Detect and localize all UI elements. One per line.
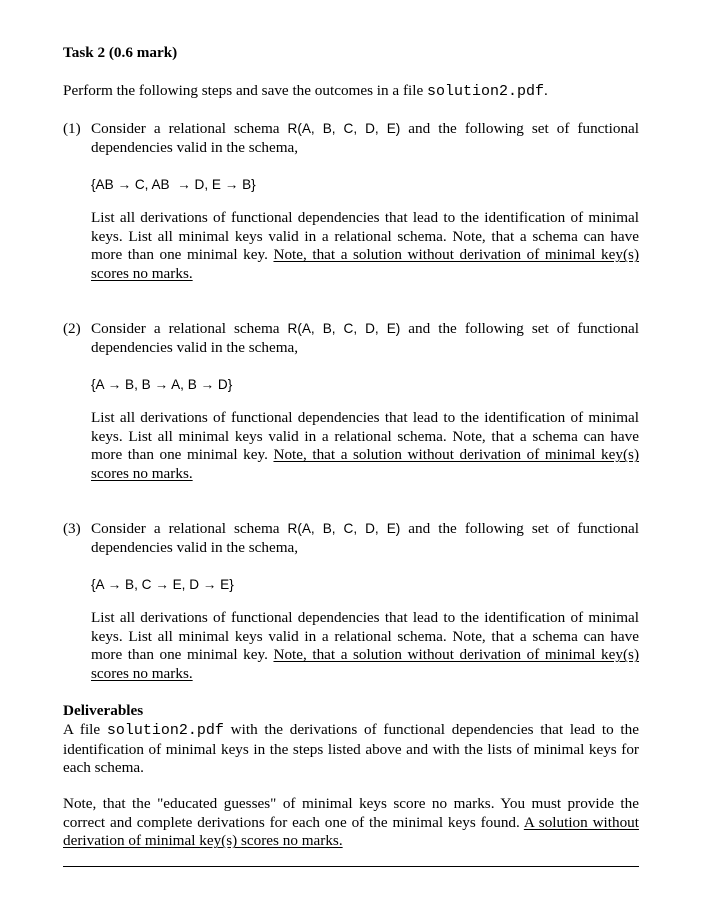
fd-set-3: {A → B, C → E, D → E} (91, 577, 234, 592)
item-lead-2 (91, 320, 639, 357)
footer-divider (63, 866, 639, 867)
instructions-text: List all derivations of functional dependencies that lead to the identification of minimal keys. List all minimal keys valid in a relational schema. Note, that a schema can have more than one minimal key. (91, 609, 639, 664)
lead-text: Consider a relational schema (91, 320, 288, 337)
item-instructions-3 (91, 609, 639, 684)
warning-text: Note, that a solution without derivation of minimal key(s) scores no marks. (91, 446, 640, 483)
item-instructions-2 (91, 409, 639, 484)
task-heading: Task 2 (0.6 mark) (63, 44, 178, 61)
fd-set-2: {A → B, B → A, B → D} (91, 377, 233, 392)
deliverables-warning: A solution without derivation of minimal key(s) scores no marks. (63, 813, 639, 850)
deliverables-filename: solution2.pdf (106, 722, 224, 739)
intro-text: Perform the following steps and save the outcomes in a file (63, 82, 427, 99)
intro-filename: solution2.pdf (427, 83, 545, 100)
item-lead-3 (91, 520, 639, 557)
warning-text: Note, that a solution without derivation of minimal key(s) scores no marks. (91, 646, 640, 683)
deliverables-text: Note, that the "educated guesses" of minimal keys score no marks. You must provide the correct and complete derivations for each one of the minimal keys found. (63, 795, 639, 831)
deliverables-text: with the derivations of functional dependencies that lead to the identification of minimal keys in the steps listed above and with the lists of minimal keys for each schema. (63, 721, 639, 777)
instructions-text: List all derivations of functional dependencies that lead to the identification of minimal keys. List all minimal keys valid in a relational schema. Note, that a schema can have more than one minimal key. (91, 209, 639, 264)
lead-text: and the following set of functional dependencies valid in the schema, (91, 120, 640, 156)
fd-set-1: {AB → C, AB → D, E → B} (91, 177, 256, 192)
lead-text: and the following set of functional dependencies valid in the schema, (91, 320, 640, 356)
task-intro (63, 82, 548, 102)
intro-end: . (544, 82, 548, 99)
item-number-2: (2) (63, 320, 81, 337)
deliverables-paragraph-2 (63, 795, 639, 851)
lead-text: Consider a relational schema (91, 520, 288, 537)
item-number-1: (1) (63, 120, 81, 137)
item-lead-1 (91, 120, 639, 157)
schema-name: R(A, B, C, D, E) (287, 321, 401, 336)
schema-name: R(A, B, C, D, E) (287, 521, 401, 536)
lead-text: and the following set of functional dependencies valid in the schema, (91, 520, 640, 556)
deliverables-paragraph-1 (63, 721, 639, 778)
item-instructions-1 (91, 209, 639, 284)
deliverables-text: A file (63, 721, 107, 738)
deliverables-heading: Deliverables (63, 702, 144, 719)
schema-name: R(A, B, C, D, E) (287, 121, 401, 136)
lead-text: Consider a relational schema (91, 120, 288, 137)
instructions-text: List all derivations of functional dependencies that lead to the identification of minimal keys. List all minimal keys valid in a relational schema. Note, that a schema can have more than one minimal key. (91, 409, 639, 464)
item-number-3: (3) (63, 520, 81, 537)
warning-text: Note, that a solution without derivation of minimal key(s) scores no marks. (91, 246, 640, 283)
